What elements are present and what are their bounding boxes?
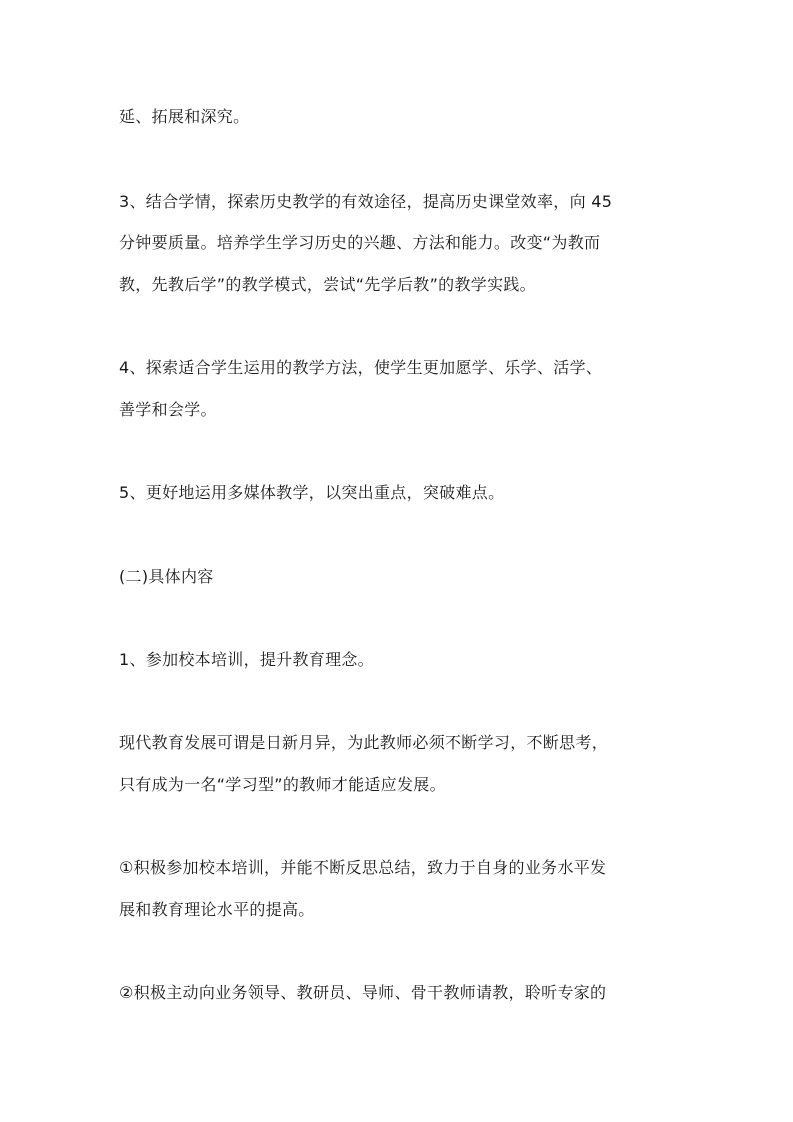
subitem-1-heading: 1、参加校本培训，提升教育理念。 [119, 650, 374, 669]
item-3-line-2: 分钟要质量。培养学生学习历史的兴趣、方法和能力。改变“为教而 [119, 233, 601, 252]
circled-item-1-line-2: 展和教育理论水平的提高。 [119, 900, 315, 919]
body-paragraph-line-2: 只有成为一名“学习型”的教师才能适应发展。 [119, 775, 446, 794]
item-3-line-3: 教，先教后学”的教学模式，尝试“先学后教”的教学实践。 [119, 275, 536, 294]
item-4-line-1: 4、探索适合学生运用的教学方法，使学生更加愿学、乐学、活学、 [119, 358, 603, 377]
item-5-line: 5、更好地运用多媒体教学，以突出重点，突破难点。 [119, 483, 505, 502]
item-4-line-2: 善学和会学。 [119, 400, 217, 419]
circled-item-2-line-1: ②积极主动向业务领导、教研员、导师、骨干教师请教，聆听专家的 [119, 983, 607, 1002]
body-paragraph-line-1: 现代教育发展可谓是日新月异，为此教师必须不断学习，不断思考， [119, 733, 609, 752]
item-3-line-1: 3、结合学情，探索历史教学的有效途径，提高历史课堂效率，向 45 [119, 192, 613, 211]
section-heading: (二)具体内容 [119, 567, 214, 586]
circled-item-1-line-1: ①积极参加校本培训，并能不断反思总结，致力于自身的业务水平发 [119, 858, 607, 877]
paragraph-continuation-line: 延、拓展和深究。 [119, 107, 250, 126]
